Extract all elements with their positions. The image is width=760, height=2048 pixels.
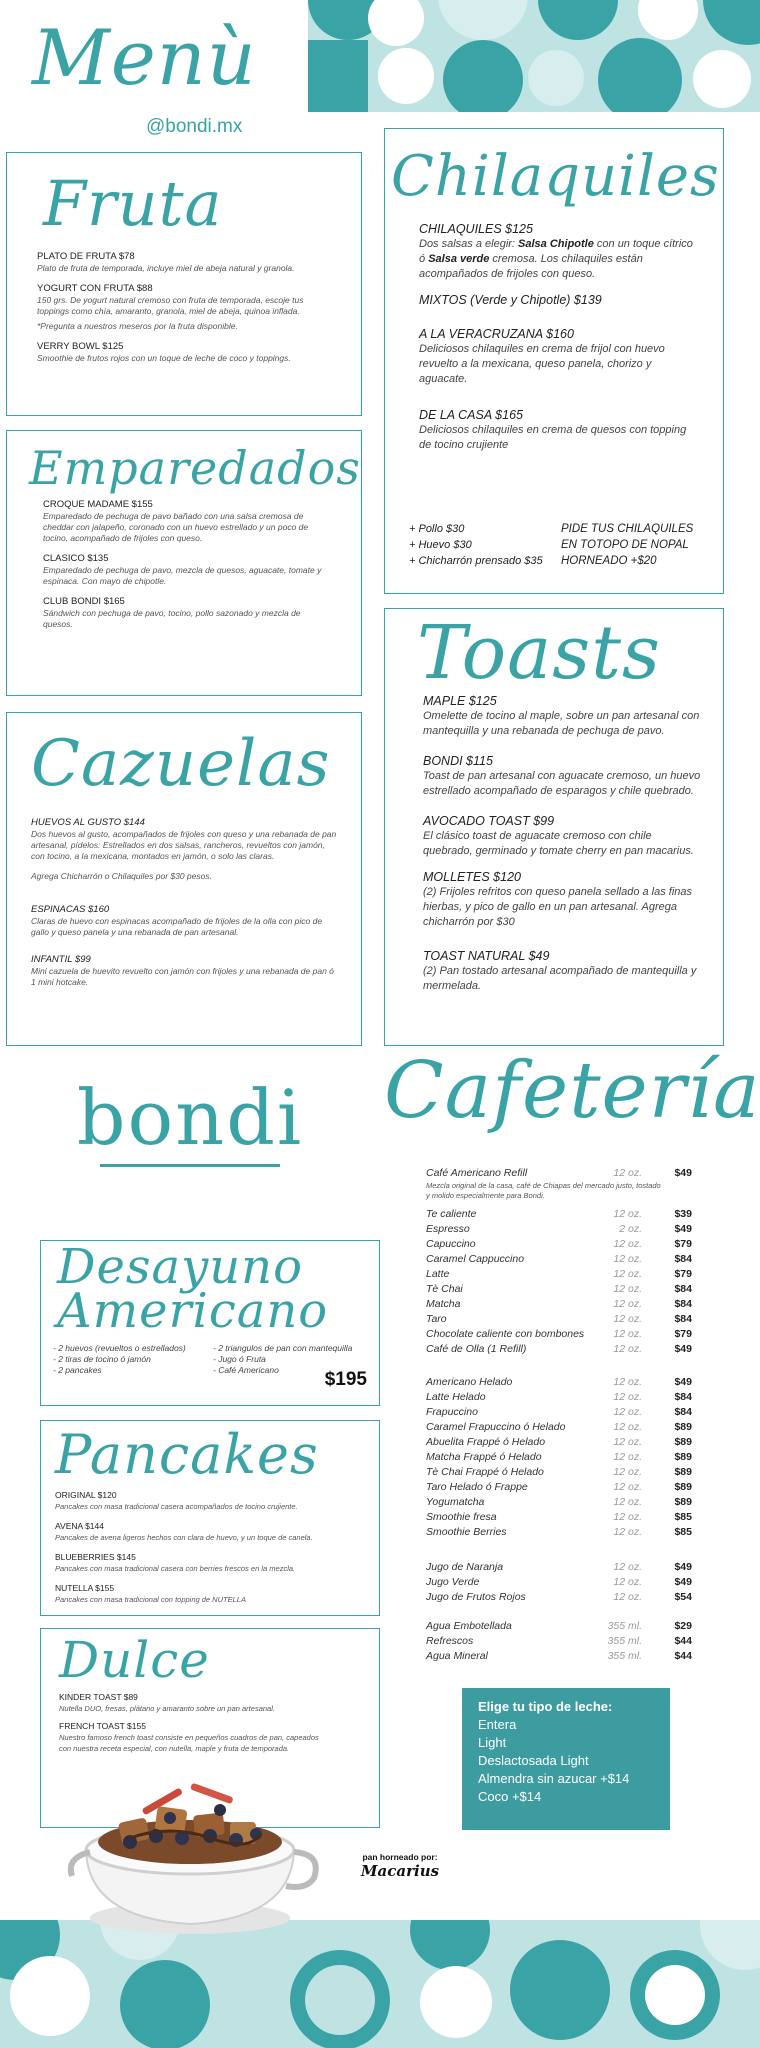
desayuno-price: $195 (324, 1369, 367, 1390)
list-item: TOAST NATURAL $49 (2) Pan tostado artesanal acompañado de mantequilla y mermelada. (423, 949, 697, 992)
list-item: Tè Chai 12 oz. $84 (426, 1283, 692, 1295)
list-item: BLUEBERRIES $145 Pancakes con masa tradicional casera con berries frescos en la mezcla. (55, 1552, 296, 1573)
list-item: Refrescos 355 ml. $44 (426, 1635, 692, 1647)
desayuno-section (40, 1240, 380, 1406)
list-item: KINDER TOAST $89 Nutella DUO, fresas, plátano y amaranto sobre un pan artesanal. (59, 1692, 275, 1713)
desayuno-includes: - 2 huevos (revueltos o estrellados) - 2 tiras de tocino ó jamón - 2 pancakes - 2 triangulos de pan con mantequilla - Jugo ó Fruta - Café Americano (53, 1343, 353, 1375)
list-item: DE LA CASA $165 Deliciosos chilaquiles en crema de quesos con topping de tocino crujiente (419, 408, 687, 451)
list-item: Jugo de Naranja 12 oz. $49 (426, 1561, 692, 1573)
chilaquiles-description: Dos salsas a elegir: Salsa Chipotle con un toque cítrico ó Salsa verde cremosa. Los chilaquiles están acompañados de frijoles con queso. (419, 238, 693, 280)
list-item: MAPLE $125 Omelette de tocino al maple, sobre un pan artesanal con mantequilla y una rebanada de pechuga de pavo. (423, 694, 700, 737)
list-item: CLUB BONDI $165 Sándwich con pechuga de pavo, tocino, pollo sazonado y mezcla de quesos. (43, 596, 301, 629)
list-item: Latte 12 oz. $79 (426, 1268, 692, 1280)
list-item: Taro 12 oz. $84 (426, 1313, 692, 1325)
milk-options-list (478, 1716, 654, 1806)
fruta-list (37, 251, 331, 364)
cafeteria-group (426, 1619, 692, 1664)
top-pattern (308, 0, 760, 112)
milk-option: Light (478, 1735, 507, 1750)
cazuelas-title: Cazuelas (31, 727, 331, 801)
emparedados-title: Emparedados (29, 441, 361, 495)
bottom-pattern (0, 1920, 760, 2048)
milk-option: Deslactosada Light (478, 1753, 589, 1768)
emparedados-list (43, 499, 325, 630)
chilaquiles-extras: + Pollo $30 + Huevo $30 + Chicharrón prensado $35 (409, 523, 543, 567)
instagram-handle[interactable]: @bondi.mx (146, 116, 243, 137)
toasts-title: Toasts (417, 610, 661, 696)
list-item: *Pregunta a nuestros meseros por la fruta disponible. (37, 321, 238, 331)
bondi-logo: bondi (70, 1076, 310, 1167)
list-item: ORIGINAL $120 Pancakes con masa tradicional casera acompañados de tocino crujiente. (55, 1490, 298, 1511)
list-item: CLASICO $135 Emparedado de pechuga de pavo, mezcla de quesos, aguacate, tomate y espinaca. Con mayo de chipotle. (43, 553, 322, 586)
list-item: Matcha Frappé ó Helado 12 oz. $89 (426, 1451, 692, 1463)
pancakes-title: Pancakes (55, 1423, 319, 1486)
pancakes-list (55, 1489, 367, 1605)
emparedados-section (6, 430, 362, 696)
chilaquiles-promo: PIDE TUS CHILAQUILES EN TOTOPO DE NOPAL HORNEADO +$20 (561, 523, 694, 567)
dulce-list (59, 1691, 329, 1754)
chilaquiles-title: Chilaquiles (391, 144, 720, 209)
list-item: PLATO DE FRUTA $78 Plato de fruta de temporada, incluye miel de abeja natural y granola. (37, 251, 295, 273)
cazuelas-list (31, 817, 337, 988)
menu-title: Menù (32, 13, 257, 102)
list-item: A LA VERACRUZANA $160 Deliciosos chilaquiles en crema de frijol con huevo revuelto a la mexicana, queso panela, chorizo y aguacate. (419, 327, 665, 385)
list-item: Tè Chai Frappé ó Helado 12 oz. $89 (426, 1466, 692, 1478)
list-item: Agua Mineral 355 ml. $44 (426, 1650, 692, 1662)
bakery-credit: pan horneado por: Macarius (360, 1852, 440, 1880)
cazuelas-section (6, 712, 362, 1046)
list-item: Café Americano Refill 12 oz. $49 (426, 1167, 692, 1179)
list-item: Te caliente 12 oz. $39 (426, 1208, 692, 1220)
list-item: AVOCADO TOAST $99 El clásico toast de aguacate cremoso con chile quebrado, germinado y tomate cherry en pan macarius. (423, 814, 694, 857)
list-item: Agrega Chicharrón o Chilaquiles por $30 pesos. (31, 871, 212, 881)
list-item: Latte Helado 12 oz. $84 (426, 1391, 692, 1403)
pancakes-section (40, 1420, 380, 1616)
list-item: Caramel Frapuccino ó Helado 12 oz. $89 (426, 1421, 692, 1433)
list-item: HUEVOS AL GUSTO $144 Dos huevos al gusto, acompañados de frijoles con queso y una rebanada de pan artesanal, pídelos: Estrellados en dos salsas, rancheros, revueltos con jamón, con tocino, a la mexicana, montados en jamón, o solo las claras. (31, 817, 337, 861)
list-item: Abuelita Frappé ó Helado 12 oz. $89 (426, 1436, 692, 1448)
cafeteria-groups (426, 1207, 692, 1664)
list-item: YOGURT CON FRUTA $88 150 grs. De yogurt natural cremoso con fruta de temporada, escoje tus toppings como chía, amaranto, granola, miel de abeja, quinoa inflada. (37, 283, 304, 316)
list-item: FRENCH TOAST $155 Nuestro famoso french toast consiste en pequeños cuadros de pan, capeados con nuestra receta especial, con nutella, maple y fruta de temporada. (59, 1721, 319, 1753)
cafeteria-group (426, 1560, 692, 1605)
fruta-section (6, 152, 362, 416)
list-item: MOLLETES $120 (2) Frijoles refritos con queso panela sellado a las finas hierbas, y pico de gallo en un pan artesanal. Agrega chicharrón por $30 (423, 870, 693, 928)
dulce-title: Dulce (59, 1631, 210, 1689)
list-item: Capuccino 12 oz. $79 (426, 1238, 692, 1250)
list-item: Americano Helado 12 oz. $49 (426, 1376, 692, 1388)
milk-option: Entera (478, 1717, 517, 1732)
chilaquiles-main: CHILAQUILES $125 Dos salsas a elegir: Salsa Chipotle con un toque cítrico ó Salsa verde cremosa. Los chilaquiles están acompañados de frijoles con queso. MIXTOS (Verde y Chipotle) $139 A LA VERACRUZANA $160 Deliciosos chilaquiles en crema de frijol con huevo revuelto a la mexicana, queso panela, chorizo y aguacate. DE LA CASA $165 Deliciosos chilaquiles en crema de quesos con topping de tocino crujiente (419, 221, 699, 453)
list-item: Matcha 12 oz. $84 (426, 1298, 692, 1310)
list-item: Caramel Cappuccino 12 oz. $84 (426, 1253, 692, 1265)
list-item: Chocolate caliente con bombones 12 oz. $79 (426, 1328, 692, 1340)
list-item: AVENA $144 Pancakes de avena ligeros hechos con clara de huevo, y un toque de canela. (55, 1521, 313, 1542)
cafeteria-group (426, 1375, 692, 1540)
list-item: Agua Embotellada 355 ml. $29 (426, 1620, 692, 1632)
milk-options-box: Elige tu tipo de leche: Entera Light Deslactosada Light Almendra sin azucar +$14 Coco +$14 (462, 1688, 670, 1830)
list-item: NUTELLA $155 Pancakes con masa tradicional con topping de NUTELLA (55, 1583, 246, 1604)
toasts-section (384, 608, 724, 1046)
list-item: CROQUE MADAME $155 Emparedado de pechuga de pavo bañado con una salsa cremosa de cheddar con jalapeño, coronado con un huevo estrellado y un poco de tocino, acompañado de frijoles con queso. (43, 499, 309, 543)
list-item: ESPINACAS $160 Claras de huevo con espinacas acompañado de frijoles de la olla con pico de gallo y queso panela y una rebanada de pan artesanal. (31, 904, 323, 937)
list-item: Smoothie Berries 12 oz. $85 (426, 1526, 692, 1538)
desayuno-title: Desayuno Americano (57, 1239, 329, 1339)
list-item: Yogumatcha 12 oz. $89 (426, 1496, 692, 1508)
list-item: BONDI $115 Toast de pan artesanal con aguacate cremoso, un huevo estrellado acompañado de esparagos y chile quebrado. (423, 754, 701, 797)
toasts-list (423, 693, 703, 994)
list-item: Frapuccino 12 oz. $84 (426, 1406, 692, 1418)
milk-option: Coco +$14 (478, 1789, 542, 1804)
cafeteria-menu: Café Americano Refill 12 oz. $49 Mezcla original de la casa, café de Chiapas del mercado justo, tostado y molido especialmente para Bondi. Te caliente 12 oz. $39 Espresso 2 oz. $49 Capuccino 12 oz. $79 Caramel Cappuccino 12 oz. $84 Latte 12 oz. $79 Tè Chai 12 oz. $84 Matcha 12 oz. $84 Taro 12 oz. $84 Chocolate caliente con bombones 12 oz. $79 Café de Olla (1 Refill) 12 oz. $49 Americano Helado 12 oz. $49 Latte Helado 12 oz. $84 Frapuccino 12 oz. $84 Caramel Frapuccino ó Helado 12 oz. $89 Abuelita Frappé ó Helado 12 oz. $89 Matcha Frappé ó Helado 12 oz. $89 Tè Chai Frappé ó Helado 12 oz. $89 Taro Helado ó Frappe 12 oz. $89 Yogumatcha 12 oz. $89 Smoothie fresa 12 oz. $85 Smoothie Berries 12 oz. $85 Jugo de Naranja 12 oz. $49 Jugo Verde 12 oz. $49 Jugo de Frutos Rojos 12 oz. $54 Agua Embotellada 355 ml. $29 Refrescos 355 ml. $44 Agua Mineral 355 ml. $44 (426, 1167, 692, 1662)
chilaquiles-section (384, 128, 724, 594)
list-item: INFANTIL $99 Mini cazuela de huevito revuelto con jamón con frijoles y una rebanada de pan ó 1 mini hotcake. (31, 954, 334, 987)
list-item: Espresso 2 oz. $49 (426, 1223, 692, 1235)
list-item: Jugo de Frutos Rojos 12 oz. $54 (426, 1591, 692, 1603)
list-item: Jugo Verde 12 oz. $49 (426, 1576, 692, 1588)
list-item: Smoothie fresa 12 oz. $85 (426, 1511, 692, 1523)
list-item: VERRY BOWL $125 Smoothie de frutos rojos con un toque de leche de coco y toppings. (37, 341, 291, 363)
milk-option: Almendra sin azucar +$14 (478, 1771, 630, 1786)
french-toast-bowl-image (60, 1768, 330, 1938)
cafeteria-group (426, 1207, 692, 1357)
list-item: Taro Helado ó Frappe 12 oz. $89 (426, 1481, 692, 1493)
cafeteria-title: Cafetería (384, 1046, 760, 1136)
fruta-title: Fruta (43, 167, 223, 240)
list-item: Café de Olla (1 Refill) 12 oz. $49 (426, 1343, 692, 1355)
